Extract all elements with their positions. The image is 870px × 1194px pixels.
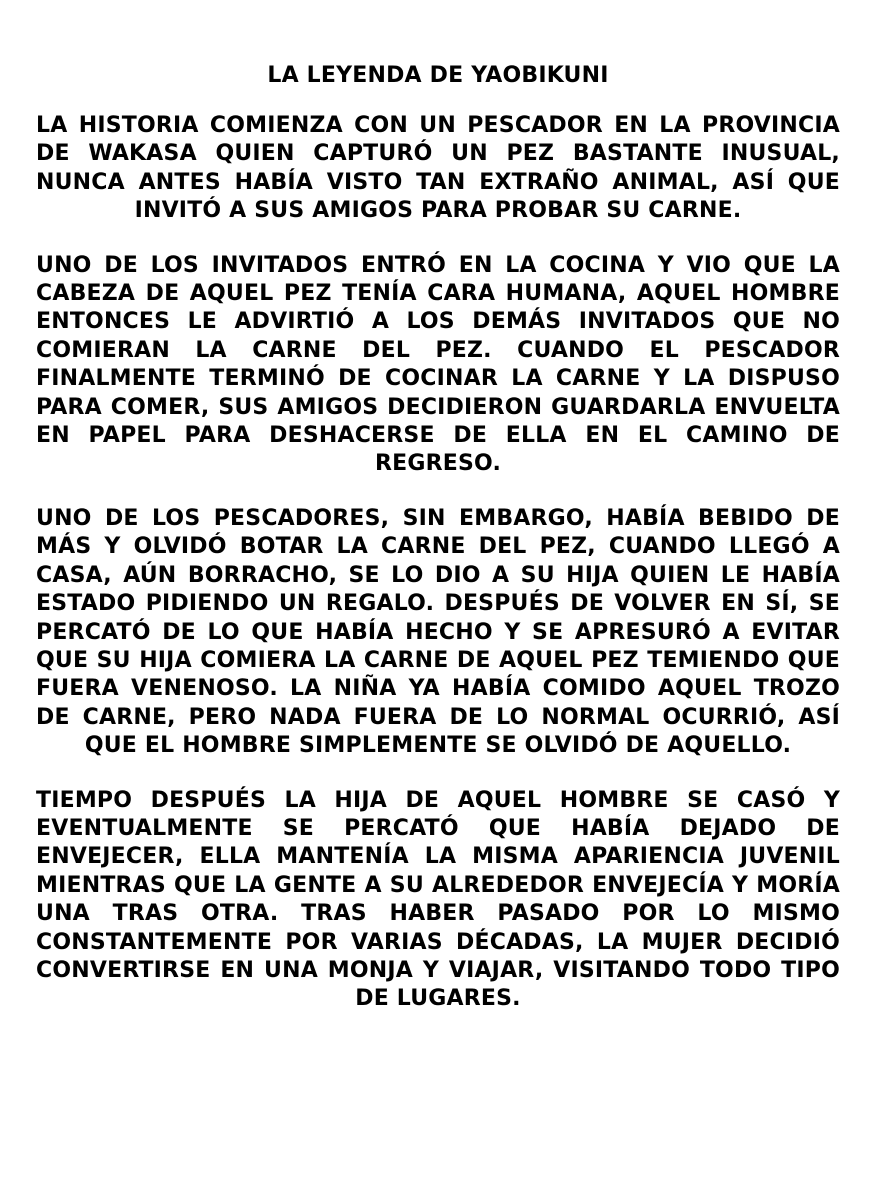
paragraph-4: TIEMPO DESPUÉS LA HIJA DE AQUEL HOMBRE SE CASÓ Y EVENTUALMENTE SE PERCATÓ QUE HABÍA DEJADO DE ENVEJECER, ELLA MANTENÍA LA MISMA APARIENCIA JUVENIL MIENTRAS QUE LA GENTE A SU ALREDEDOR ENVEJECÍA Y MORÍA UNA TRAS OTRA. TRAS HABER PASADO POR LO MISMO CONSTANTEMENTE POR VARIAS DÉCADAS, LA MUJER DECIDIÓ CONVERTIRSE EN UNA MONJA Y VIAJAR, VISITANDO TODO TIPO DE LUGARES. [36, 787, 840, 1012]
paragraph-3: UNO DE LOS PESCADORES, SIN EMBARGO, HABÍA BEBIDO DE MÁS Y OLVIDÓ BOTAR LA CARNE DEL PEZ, CUANDO LLEGÓ A CASA, AÚN BORRACHO, SE LO DIO A SU HIJA QUIEN LE HABÍA ESTADO PIDIENDO UN REGALO. DESPUÉS DE VOLVER EN SÍ, SE PERCATÓ DE LO QUE HABÍA HECHO Y SE APRESURÓ A EVITAR QUE SU HIJA COMIERA LA CARNE DE AQUEL PEZ TEMIENDO QUE FUERA VENENOSO. LA NIÑA YA HABÍA COMIDO AQUEL TROZO DE CARNE, PERO NADA FUERA DE LO NORMAL OCURRIÓ, ASÍ QUE EL HOMBRE SIMPLEMENTE SE OLVIDÓ DE AQUELLO. [36, 505, 840, 759]
paragraph-1: LA HISTORIA COMIENZA CON UN PESCADOR EN LA PROVINCIA DE WAKASA QUIEN CAPTURÓ UN PEZ BASTANTE INUSUAL, NUNCA ANTES HABÍA VISTO TAN EXTRAÑO ANIMAL, ASÍ QUE INVITÓ A SUS AMIGOS PARA PROBAR SU CARNE. [36, 113, 840, 224]
document-title: LA LEYENDA DE YAOBIKUNI [267, 63, 609, 88]
paragraph-2: UNO DE LOS INVITADOS ENTRÓ EN LA COCINA Y VIO QUE LA CABEZA DE AQUEL PEZ TENÍA CARA HUMANA, AQUEL HOMBRE ENTONCES LE ADVIRTIÓ A LOS DEMÁS INVITADOS QUE NO COMIERAN LA CARNE DEL PEZ. CUANDO EL PESCADOR FINALMENTE TERMINÓ DE COCINAR LA CARNE Y LA DISPUSO PARA COMER, SUS AMIGOS DECIDIERON GUARDARLA ENVUELTA EN PAPEL PARA DESHACERSE DE ELLA EN EL CAMINO DE REGRESO. [36, 252, 840, 477]
document-page [36, 62, 840, 1040]
